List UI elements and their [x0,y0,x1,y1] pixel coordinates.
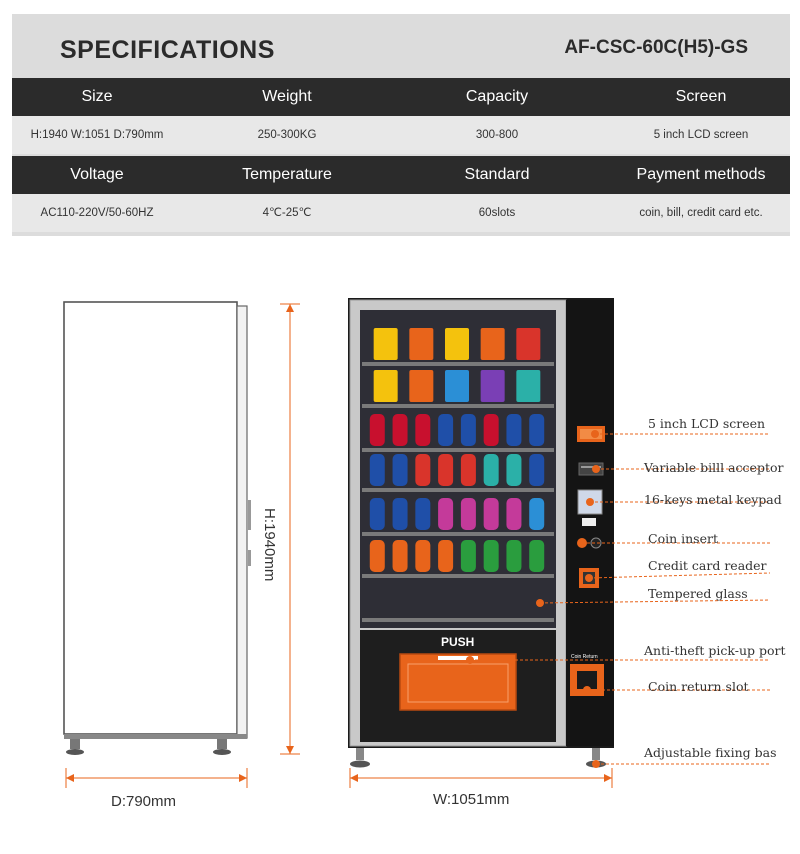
product-item [461,540,476,572]
coin-return-small-label: Coin Return [571,654,598,660]
model-number: AF-CSC-60C(H5)-GS [564,37,748,58]
callout-dot [591,430,599,438]
product-item [481,328,505,360]
product-item [506,540,521,572]
callout-dot [592,465,600,473]
height-label: H:1940mm [261,508,278,582]
shelf [362,618,554,622]
product-item [393,540,408,572]
callout-card-reader: Credit card reader [648,558,767,573]
product-item [415,414,430,446]
machine-diagram [0,250,800,854]
header-temperature: Temperature [242,166,332,183]
product-item [374,328,398,360]
value-standard: 60slots [478,207,516,219]
spec-header-row-2 [12,156,790,194]
spec-value-row-1 [12,116,790,154]
product-item [484,540,499,572]
header-size: Size [81,88,113,105]
header-standard: Standard [464,166,530,183]
callout-coin-insert: Coin insert [648,531,718,546]
callout-dot [585,574,593,582]
product-item [516,328,540,360]
product-item [529,540,544,572]
shelf [362,448,554,452]
push-label: PUSH [441,635,475,649]
product-item [484,414,499,446]
spec-header-row-1 [12,78,790,116]
header-weight: Weight [262,88,312,105]
header-screen: Screen [675,88,727,105]
callout-dot [586,498,594,506]
product-item [438,454,453,486]
value-screen: 5 inch LCD screen [653,129,749,141]
product-item [481,370,505,402]
height-dimension [280,304,300,754]
product-item [438,540,453,572]
adjustable-feet [350,748,606,768]
product-item [461,498,476,530]
value-size: H:1940 W:1051 D:790mm [30,129,164,141]
product-item [529,454,544,486]
shelf [362,532,554,536]
shelf [362,574,554,578]
product-item [506,498,521,530]
spec-value-row-2 [12,194,790,232]
specifications-panel [12,14,790,236]
width-dimension [350,768,612,788]
product-item [393,414,408,446]
depth-dimension [66,768,247,788]
header-capacity: Capacity [465,88,529,105]
product-item [370,454,385,486]
product-item [409,328,433,360]
value-payment: coin, bill, credit card etc. [639,207,763,219]
callout-keypad: 16-keys metal keypad [644,492,782,507]
callout-dot [536,599,544,607]
callout-dot [592,760,600,768]
callout-leader-line [589,573,770,578]
callout-pickup-port: Anti-theft pick-up port [644,643,786,658]
product-item [506,454,521,486]
product-item [484,454,499,486]
product-item [445,370,469,402]
product-item [484,498,499,530]
product-item [393,454,408,486]
value-voltage: AC110-220V/50-60HZ [40,207,154,219]
product-item [445,328,469,360]
pickup-port [400,654,516,710]
product-item [461,454,476,486]
value-capacity: 300-800 [475,129,519,141]
value-temperature: 4℃-25℃ [262,207,312,219]
callout-bill-acceptor: Variable billl acceptor [644,460,784,475]
product-item [415,540,430,572]
callout-dot [578,539,586,547]
callout-dot [466,656,474,664]
product-item [529,498,544,530]
product-item [529,414,544,446]
shelf [362,488,554,492]
depth-label: D:790mm [111,793,177,810]
shelf [362,404,554,408]
product-item [415,454,430,486]
callout-lcd-screen: 5 inch LCD screen [648,416,766,431]
spec-title: SPECIFICATIONS [60,36,275,64]
product-item [370,498,385,530]
side-view [64,302,251,755]
header-payment: Payment methods [636,166,766,183]
width-label: W:1051mm [433,791,510,808]
product-item [461,414,476,446]
product-item [438,498,453,530]
shelf [362,362,554,366]
product-item [516,370,540,402]
header-voltage: Voltage [70,166,124,183]
product-item [374,370,398,402]
product-item [415,498,430,530]
callout-tempered-glass: Tempered glass [648,586,748,601]
product-item [438,414,453,446]
callout-coin-return: Coin return slot [648,679,749,694]
callout-dot [583,686,591,694]
product-item [506,414,521,446]
product-item [370,540,385,572]
product-item [409,370,433,402]
value-weight: 250-300KG [257,129,317,141]
callout-fixing-base: Adjustable fixing bas [644,745,777,760]
product-item [370,414,385,446]
product-item [393,498,408,530]
